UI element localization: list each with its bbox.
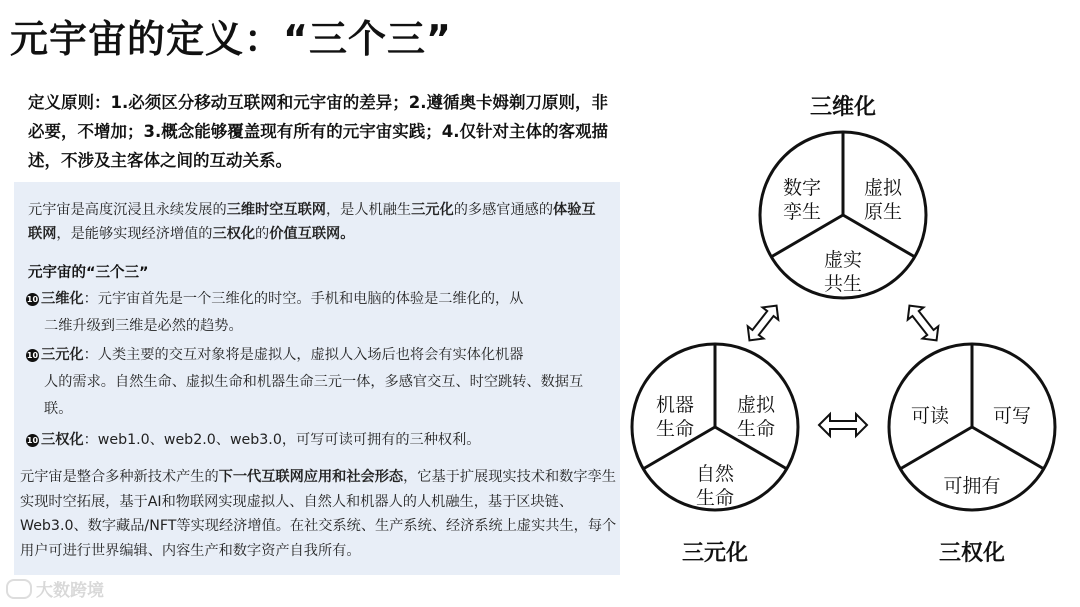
- item-head: 三元化: [41, 347, 84, 363]
- segment-label: 生命: [736, 418, 776, 440]
- watermark: [6, 576, 104, 601]
- intro-text-2: ，是人机融生: [325, 202, 412, 218]
- left-circle-title: 三元化: [681, 541, 749, 566]
- segment-label: 虚实: [823, 249, 863, 271]
- outro-bold-1: 下一代互联网应用和社会形态: [218, 469, 404, 485]
- right-circle: [889, 344, 1055, 510]
- item-head: 三权化: [41, 432, 84, 448]
- intro-bold-5: 价值互联网。: [269, 226, 355, 242]
- intro-text-4: ，是能够实现经济增值的: [56, 226, 213, 242]
- intro-bold-1: 三维时空互联网: [226, 202, 326, 218]
- intro-bold-3: 体验互联网: [28, 202, 596, 242]
- outro-text-2: ，它基于扩展现实技术和数字孪生实现时空拓展，基于AI和物联网实现虚拟人、自然人和机器人的人机融生，基于区块链、Web3.0、数字藏品/NFT等实现经济增值。在社交系统、生产系统、经济系统上虚实共生，每个用户可进行世界编辑、内容生产和数字资产自我所有。: [20, 469, 617, 559]
- definition-panel: [14, 182, 620, 575]
- double-arrow-icon: [742, 300, 785, 347]
- top-circle-title: 三维化: [809, 95, 877, 120]
- segment-label: 可读: [910, 405, 950, 427]
- intro-bold-2: 三元化: [411, 202, 454, 218]
- definition-principles: [28, 88, 618, 175]
- segment-label: 孪生: [782, 201, 822, 223]
- list-item: [26, 286, 596, 340]
- item-text: ：web1.0、web2.0、web3.0，可写可读可拥有的三种权利。: [83, 432, 481, 448]
- double-arrow-icon: [819, 414, 867, 436]
- numbered-bullet-icon: 10: [26, 295, 39, 304]
- item-cont: 人的需求。自然生命、虚拟生命和机器生命三元一体，多感官交互、时空跳转、数据互联。: [44, 374, 584, 417]
- segment-label: 机器: [655, 394, 695, 416]
- watermark-logo-icon: [6, 579, 32, 599]
- three-threes-heading: 元宇宙的“三个三”: [28, 265, 149, 281]
- three-threes-diagram: [620, 80, 1075, 580]
- list-item: [26, 342, 596, 423]
- segment-label: 数字: [782, 177, 822, 199]
- page-title: 元宇宙的定义：“三个三”: [10, 17, 452, 61]
- double-arrow-icon: [902, 300, 945, 347]
- intro-bold-4: 三权化: [212, 226, 256, 242]
- segment-label: 共生: [823, 273, 863, 295]
- numbered-bullet-icon: 10: [26, 436, 39, 445]
- right-circle-title: 三权化: [938, 541, 1006, 566]
- top-circle: [760, 132, 926, 298]
- segment-label: 自然: [695, 463, 735, 485]
- segment-label: 生命: [655, 418, 695, 440]
- intro-text-1: 元宇宙是高度沉浸且永续发展的: [28, 202, 227, 218]
- intro-text-3: 的多感官通感的: [453, 202, 554, 218]
- intro-text-5: 的: [255, 226, 270, 242]
- outro-text-1: 元宇宙是整合多种新技术产生的: [20, 469, 219, 485]
- item-text: ：人类主要的交互对象将是虚拟人，虚拟人入场后也将会有实体化机器: [83, 347, 524, 363]
- segment-label: 生命: [695, 487, 735, 509]
- principle-text: 1.必须区分移动互联网和元宇宙的差异；2.遵循奥卡姆剃刀原则，非必要，不增加；3.概念能够覆盖现有所有的元宇宙实践；4.仅针对主体的客观描述，不涉及主客体之间的互动关系。: [28, 93, 608, 170]
- item-cont: 二维升级到三维是必然的趋势。: [44, 318, 243, 334]
- segment-label: 可拥有: [943, 475, 1001, 497]
- segment-label: 虚拟: [863, 177, 903, 199]
- list-item: [26, 427, 596, 454]
- left-circle: [632, 344, 798, 510]
- segment-label: 原生: [863, 201, 903, 223]
- outro-paragraph: [20, 465, 618, 563]
- watermark-text: 大数跨境: [36, 581, 104, 601]
- principle-label: 定义原则：: [28, 93, 111, 112]
- segment-label: 虚拟: [736, 394, 776, 416]
- intro-paragraph: [28, 198, 600, 246]
- item-text: ：元宇宙首先是一个三维化的时空。手机和电脑的体验是二维化的，从: [83, 291, 524, 307]
- numbered-bullet-icon: 10: [26, 351, 39, 360]
- item-head: 三维化: [41, 291, 84, 307]
- segment-label: 可写: [992, 405, 1032, 427]
